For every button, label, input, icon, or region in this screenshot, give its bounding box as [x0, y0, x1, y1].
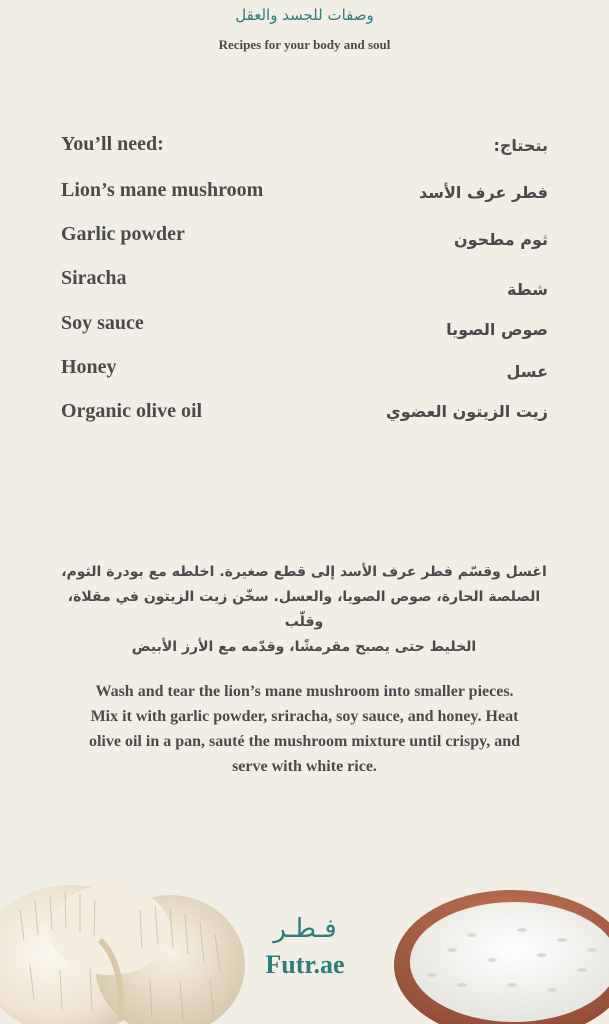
instructions-ar [54, 560, 554, 660]
ingredient-en: Garlic powder [61, 223, 185, 245]
ingredient-ar: فطر عرف الأسد [419, 183, 548, 202]
instructions-en [40, 679, 569, 779]
instructions-en-line: olive oil in a pan, sauté the mushroom mixture until crispy, and [88, 733, 520, 750]
ingredient-en: Soy sauce [61, 312, 144, 334]
ingredients-heading-ar: بتحتاج: [493, 136, 548, 155]
ingredient-ar: صوص الصويا [446, 320, 548, 339]
ingredient-ar: ثوم مطحون [453, 230, 548, 249]
ingredients-heading-en: You’ll need: [61, 133, 164, 155]
ingredient-ar: زيت الزيتون العضوي [386, 402, 548, 421]
header-title-ar: وصفات للجسد والعقل [235, 6, 374, 24]
instructions-ar-line: اغسل وقسّم فطر عرف الأسد إلى قطع صغيرة. اخلطه مع بودرة الثوم، [61, 564, 547, 580]
rice-bowl-image [392, 890, 609, 1024]
instructions-en-line: serve with white rice. [232, 758, 377, 775]
instructions-en-line: Wash and tear the lion’s mane mushroom into smaller pieces. [95, 683, 514, 700]
ingredient-en: Lion’s mane mushroom [61, 179, 264, 201]
instructions-en-line: Mix it with garlic powder, sriracha, soy sauce, and honey. Heat [90, 708, 519, 725]
brand-logo-en: Futr.ae [265, 950, 345, 979]
instructions-ar-line: الخليط حتى يصبح مقرمشًا، وقدّمه مع الأرز الأبيض [131, 639, 477, 655]
ingredient-en: Siracha [61, 267, 127, 289]
brand-logo-ar: فـطـر [273, 914, 337, 944]
header-subtitle: Recipes for your body and soul [218, 37, 391, 52]
ingredient-en: Honey [61, 356, 117, 378]
mushroom-image [0, 870, 250, 1024]
ingredient-ar: عسل [506, 362, 548, 381]
ingredient-ar: شطة [506, 280, 548, 299]
instructions-ar-line: الصلصة الحارة، صوص الصويا، والعسل. سخّن زيت الزيتون في مقلاة، وقلّب [67, 589, 541, 630]
ingredient-en: Organic olive oil [61, 400, 203, 422]
